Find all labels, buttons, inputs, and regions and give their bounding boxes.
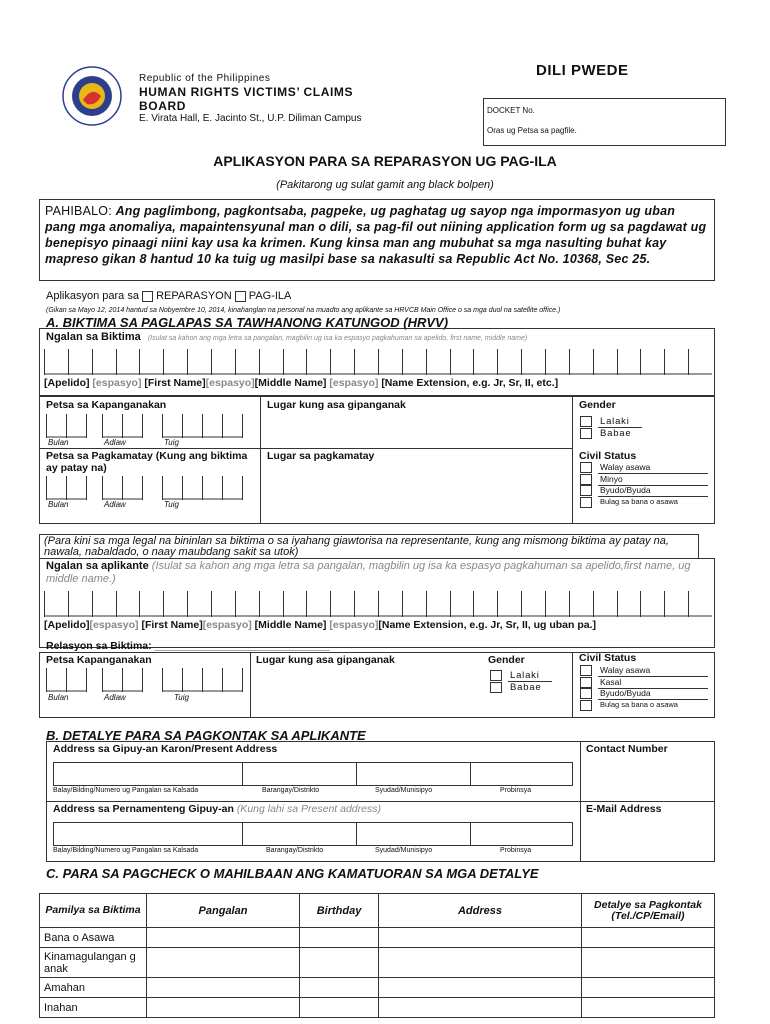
header-detalye: Detalye sa Pagkontak (Tel./CP/Email) xyxy=(582,894,715,928)
permanent-sub-1: Balay/Bilding/Numero ug Pangalan sa Kalsada xyxy=(53,847,199,854)
form-title: APLIKASYON PARA SA REPARASYON UG PAG-ILA xyxy=(213,153,557,169)
application-type-row xyxy=(46,290,291,302)
reparasyon-label: REPARASYON xyxy=(156,290,232,302)
victim-deathplace-label: Lugar sa pagkamatay xyxy=(267,450,375,462)
victim-birthplace-label: Lugar kung asa gipanganak xyxy=(267,399,406,411)
email-label: E-Mail Address xyxy=(586,803,662,815)
applicant-birthdate-boxes[interactable] xyxy=(46,668,246,692)
victim-civil-status-label: Civil Status xyxy=(579,450,637,462)
entry-cell[interactable] xyxy=(300,948,379,978)
victim-tuig-label: Tuig xyxy=(164,438,179,447)
present-address-field[interactable] xyxy=(53,762,573,786)
permanent-address-hint: (Kung lahi sa Present address) xyxy=(236,803,381,815)
section-c-title: C. PARA SA PAGCHECK O MAHILBAAN ANG KAMATUORAN SA MGA DETALYE xyxy=(46,866,539,881)
pag-ila-checkbox[interactable] xyxy=(235,291,246,302)
header-pamilya: Pamilya sa Biktima xyxy=(40,894,147,928)
victim-middle-name-label: [Middle Name] xyxy=(254,377,327,389)
victim-first-name-label: [First Name] xyxy=(144,377,206,389)
permanent-sub-4: Probinsya xyxy=(500,847,532,854)
civil-status-option: Bulag sa bana o asawa xyxy=(600,496,678,506)
permanent-address-label: Address sa Pernamenteng Gipuy-an xyxy=(53,803,234,815)
header-pangalan: Pangalan xyxy=(147,894,300,928)
section-b-title: B. DETALYE PARA SA PAGKONTAK SA APLIKANTE xyxy=(46,728,366,743)
victim-babae-checkbox[interactable] xyxy=(580,428,592,439)
present-sub-4: Probinsya xyxy=(500,787,532,794)
relasyon-label: Relasyon sa Biktima: ______________________________ xyxy=(46,640,330,652)
victim-bulan-label: Bulan xyxy=(48,438,69,447)
entry-cell[interactable] xyxy=(300,928,379,948)
application-label: Aplikasyon para sa xyxy=(46,290,139,302)
victim-name-letter-boxes[interactable] xyxy=(44,349,712,375)
victim-deathdate-boxes[interactable] xyxy=(46,476,246,500)
republic-line: Republic of the Philippines xyxy=(139,73,271,84)
victim-lalaki-checkbox[interactable] xyxy=(580,416,592,427)
civil-status-checkbox[interactable] xyxy=(580,497,592,508)
applicant-middle-name-label: [Middle Name] xyxy=(254,619,327,631)
applicant-gender-label: Gender xyxy=(488,654,525,666)
victim-deathdate-label: Petsa sa Pagkamatay (Kung ang biktima ay patay na) xyxy=(46,450,248,474)
civil-status-checkbox[interactable] xyxy=(580,665,592,676)
present-sub-1: Balay/Bilding/Numero ug Pangalan sa Kalsada xyxy=(53,787,199,794)
victim-death-bulan-label: Bulan xyxy=(48,500,69,509)
applicant-civil-status-label: Civil Status xyxy=(579,652,637,664)
civil-status-option: Walay asawa xyxy=(600,462,651,472)
family-relation-cell: Inahan xyxy=(40,998,147,1018)
applicant-babae-label: Babae xyxy=(510,682,542,693)
permanent-sub-3: Syudad/Munisipyo xyxy=(375,847,433,854)
table-row xyxy=(40,978,715,998)
applicant-lalaki-checkbox[interactable] xyxy=(490,670,502,681)
legal-note: (Para kini sa mga legal na bininlan sa biktima o sa iyahang giawtorisa na representante, kung ang mismong biktima ay patay na, nawala, nabaldado, o naay maubdang sakit sa utok) xyxy=(44,535,669,558)
reparasyon-checkbox[interactable] xyxy=(142,291,153,302)
header-birthday: Birthday xyxy=(300,894,379,928)
entry-cell[interactable] xyxy=(582,948,715,978)
applicant-birthplace-label: Lugar kung asa gipanganak xyxy=(256,654,395,666)
civil-status-option: Minyo xyxy=(600,473,623,484)
victim-espasyo-2: [espasyo] xyxy=(205,377,255,389)
entry-cell[interactable] xyxy=(300,978,379,998)
victim-apelido-label: [Apelido] xyxy=(44,377,90,389)
section-a-name-box xyxy=(39,328,715,396)
entry-cell[interactable] xyxy=(147,978,300,998)
applicant-birthdate-label: Petsa Kapanganakan xyxy=(46,654,152,666)
present-sub-2: Barangay/Distrikto xyxy=(262,787,320,794)
applicant-tuig-label: Tuig xyxy=(174,693,189,702)
notice-label: PAHIBALO: xyxy=(45,204,112,218)
civil-status-checkbox[interactable] xyxy=(580,462,592,473)
section-a-title: A. BIKTIMA SA PAGLAPAS SA TAWHANONG KATUNGOD (HRVV) xyxy=(46,315,449,330)
victim-lalaki-label: Lalaki xyxy=(600,416,630,427)
docket-label: DOCKET No. xyxy=(487,106,535,115)
civil-status-checkbox[interactable] xyxy=(580,700,592,711)
notice-text: Ang paglimbong, pagkontsaba, pagpeke, ug paghatag ug sayop nga impormasyon ug uban pang mga anomaliya, mapaintensyunal man o dili, sa pag-fil out niining application form ug sa pagdawat ug benepisyo pinaagi niini kay usa ka krimen. Kung kinsa man ang mubuhat sa mga nasulting buhat kay mapreso gikan 8 hantud 10 ka tuig ug masilpi base sa nakasulti sa Republic Act No. 10368, Sec 25. xyxy=(45,204,707,266)
family-relation-cell: Amahan xyxy=(40,978,147,998)
victim-death-tuig-label: Tuig xyxy=(164,500,179,509)
applicant-first-name-label: [First Name] xyxy=(141,619,203,631)
victim-name-label: Ngalan sa Biktima xyxy=(46,331,141,343)
civil-status-option: Byudo/Byuda xyxy=(600,485,651,495)
applicant-name-label: Ngalan sa aplikante xyxy=(46,560,149,572)
victim-name-hint: (Isulat sa kahon ang mga letra sa pangalan, magbilin ug isa ka espasyo pagkahuman sa apelido, first name, middle name) xyxy=(147,335,528,342)
docket-box[interactable] xyxy=(483,98,726,146)
dili-pwede-label: DILI PWEDE xyxy=(536,62,629,79)
entry-cell[interactable] xyxy=(300,998,379,1018)
notice-box xyxy=(39,199,715,281)
applicant-adlaw-label: Adlaw xyxy=(104,693,126,702)
family-relation-cell: Kinamagulangan g anak xyxy=(40,948,147,978)
entry-cell[interactable] xyxy=(147,948,300,978)
victim-espasyo-3: [espasyo] xyxy=(329,377,379,389)
civil-status-checkbox[interactable] xyxy=(580,677,592,688)
header-address: Address xyxy=(379,894,582,928)
table-row xyxy=(40,998,715,1018)
contact-number-label: Contact Number xyxy=(586,743,668,755)
civil-status-option: Kasal xyxy=(600,676,622,687)
victim-espasyo-1: [espasyo] xyxy=(92,377,142,389)
applicant-lalaki-label: Lalaki xyxy=(510,670,540,681)
family-relation-cell: Bana o Asawa xyxy=(40,928,147,948)
entry-cell[interactable] xyxy=(582,978,715,998)
table-row xyxy=(40,948,715,978)
civil-status-option: Walay asawa xyxy=(600,665,651,675)
victim-babae-label: Babae xyxy=(600,428,632,439)
board-name-line2: BOARD xyxy=(139,99,186,113)
entry-cell[interactable] xyxy=(582,998,715,1018)
entry-cell[interactable] xyxy=(147,928,300,948)
pag-ila-label: PAG-ILA xyxy=(248,290,292,302)
civil-status-option: Byudo/Byuda xyxy=(600,688,651,698)
applicant-apelido-label: [Apelido] xyxy=(44,619,90,631)
applicant-name-box xyxy=(39,558,715,648)
board-name-line1: HUMAN RIGHTS VICTIMS’ CLAIMS xyxy=(139,85,354,99)
form-subtitle: (Pakitarong ug sulat gamit ang black bolpen) xyxy=(276,179,494,191)
applicant-bulan-label: Bulan xyxy=(48,693,69,702)
applicant-espasyo-1: [espasyo] xyxy=(89,619,139,631)
seal-logo xyxy=(52,66,132,126)
applicant-babae-checkbox[interactable] xyxy=(490,682,502,693)
victim-adlaw-label: Adlaw xyxy=(104,438,126,447)
permanent-sub-2: Barangay/Distrikto xyxy=(266,847,324,854)
victim-gender-label: Gender xyxy=(579,399,616,411)
present-sub-3: Syudad/Munisipyo xyxy=(375,787,433,794)
entry-cell[interactable] xyxy=(379,948,582,978)
application-note: (Gikan sa Mayo 12, 2014 hantud sa Nobyembre 10, 2014, kinahanglan na personal na muadto ang aplikante sa HRVCB Main Office o sa mga duol na satellite office.) xyxy=(46,307,561,314)
victim-birthdate-boxes[interactable] xyxy=(46,414,246,438)
present-address-label: Address sa Gipuy-an Karon/Present Address xyxy=(53,743,278,755)
oras-label: Oras ug Petsa sa pagfile. xyxy=(487,126,577,135)
board-address: E. Virata Hall, E. Jacinto St., U.P. Diliman Campus xyxy=(139,113,362,124)
civil-status-checkbox[interactable] xyxy=(580,474,592,485)
victim-birthdate-label: Petsa sa Kapanganakan xyxy=(46,399,167,411)
applicant-espasyo-3: [espasyo] xyxy=(329,619,379,631)
civil-status-checkbox[interactable] xyxy=(580,485,592,496)
entry-cell[interactable] xyxy=(379,978,582,998)
civil-status-checkbox[interactable] xyxy=(580,688,592,699)
table-row xyxy=(40,928,715,948)
applicant-name-extension-label: [Name Extension, e.g. Jr, Sr, II, ug uban pa.] xyxy=(378,619,597,631)
entry-cell[interactable] xyxy=(379,928,582,948)
civil-status-option: Bulag sa bana o asawa xyxy=(600,699,678,709)
applicant-name-hint: (Isulat sa kahon ang mga letra sa pangalan, magbilin ug isa ka espasyo pagkahuman sa apelido,first name, ug middle name.) xyxy=(46,560,691,585)
victim-name-extension-label: [Name Extension, e.g. Jr, Sr, II, etc.] xyxy=(381,377,559,389)
applicant-espasyo-2: [espasyo] xyxy=(202,619,252,631)
victim-death-adlaw-label: Adlaw xyxy=(104,500,126,509)
verification-table xyxy=(39,893,715,1018)
legal-note-box xyxy=(39,534,699,559)
permanent-address-field[interactable] xyxy=(53,822,573,846)
entry-cell[interactable] xyxy=(582,928,715,948)
entry-cell[interactable] xyxy=(147,998,300,1018)
applicant-name-letter-boxes[interactable] xyxy=(44,591,712,617)
entry-cell[interactable] xyxy=(379,998,582,1018)
